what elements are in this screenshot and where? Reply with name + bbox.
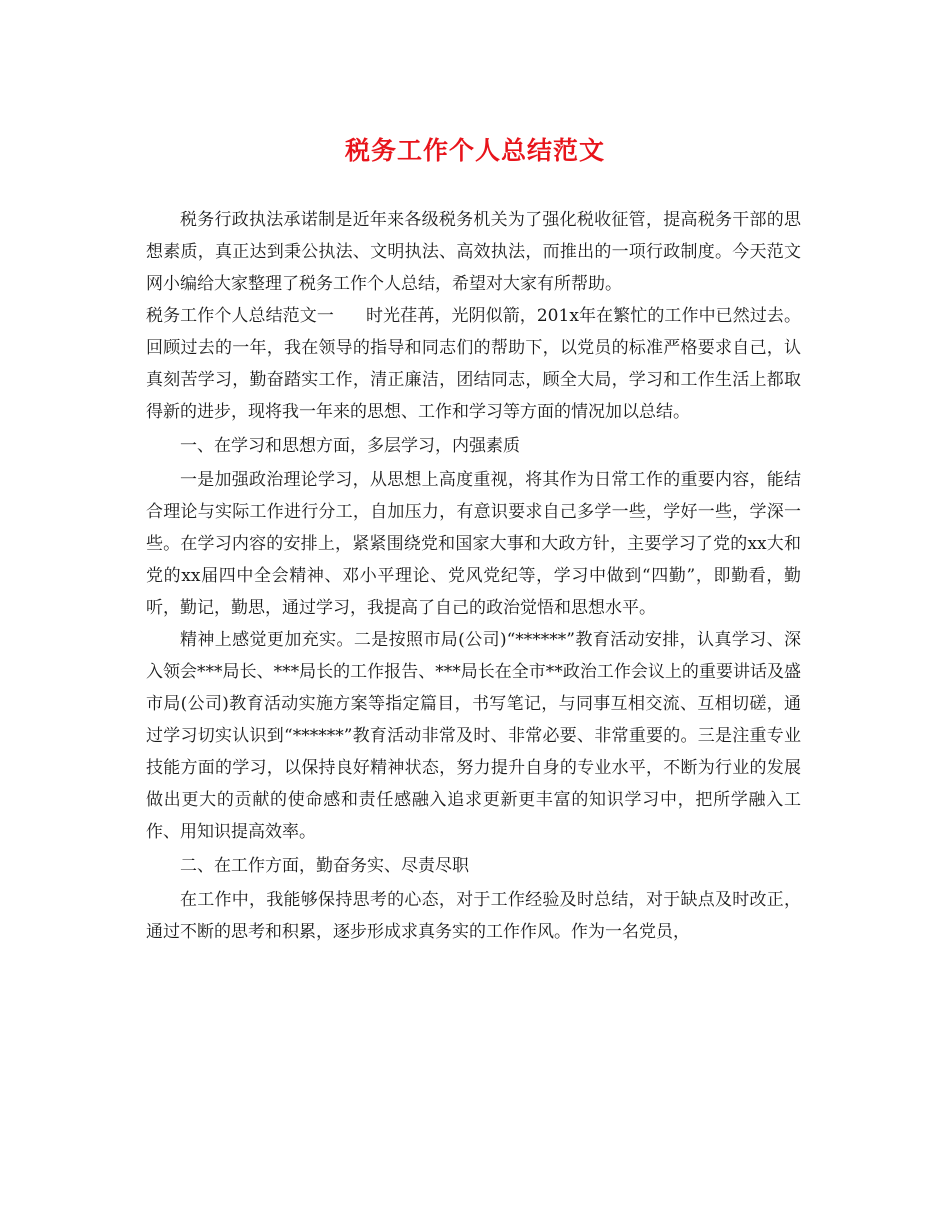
example-paragraph — [146, 300, 801, 428]
document-title: 税务工作个人总结范文 — [344, 136, 605, 165]
intro-paragraph: 税务行政执法承诺制是近年来各级税务机关为了强化税收征管，提高税务干部的思想素质，真正达到秉公执法、文明执法、高效执法，而推出的一项行政制度。今天范文网小编给大家整理了税务工作个人总结，希望对大家有所帮助。 — [146, 210, 801, 294]
section-1-heading: 一、在学习和思想方面，多层学习，内强素质 — [180, 436, 520, 456]
section-2-heading: 二、在工作方面，勤奋务实、尽责尽职 — [180, 856, 469, 876]
document-body — [146, 204, 801, 948]
section-1-paragraph-1: 一是加强政治理论学习，从思想上高度重视，将其作为日常工作的重要内容，能结合理论与实际工作进行分工，自加压力，有意识要求自己多学一些，学好一些，学深一些。在学习内容的安排上，紧紧围绕党和国家大事和大政方针，主要学习了党的xx大和党的xx届四中全会精神、邓小平理论、党风党纪等，学习中做到“四勤”，即勤看，勤听，勤记，勤思，通过学习，我提高了自己的政治觉悟和思想水平。 — [146, 470, 801, 618]
section-1-paragraph-2: 精神上感觉更加充实。二是按照市局(公司)“******”教育活动安排，认真学习、深入领会***局长、***局长的工作报告、***局长在全市**政治工作会议上的重要讲话及盛市局(公司)教育活动实施方案等指定篇目，书写笔记，与同事互相交流、互相切磋，通过学习切实认识到“******”教育活动非常及时、非常必要、非常重要的。三是注重专业技能方面的学习，以保持良好精神状态，努力提升自身的专业水平，不断为行业的发展做出更大的贡献的使命感和责任感融入追求更新更丰富的知识学习中，把所学融入工作、用知识提高效率。 — [146, 630, 801, 842]
example-text: 时光荏苒，光阴似箭，201x年在繁忙的工作中已然过去。回顾过去的一年，我在领导的指导和同志们的帮助下，以党员的标准严格要求自己，认真刻苦学习，勤奋踏实工作，清正廉洁，团结同志，顾全大局，学习和工作生活上都取得新的进步，现将我一年来的思想、工作和学习等方面的情况加以总结。 — [146, 306, 801, 422]
example-label: 税务工作个人总结范文一 — [146, 306, 334, 326]
section-2-paragraph-1: 在工作中，我能够保持思考的心态，对于工作经验及时总结，对于缺点及时改正，通过不断的思考和积累，逐步形成求真务实的工作作风。作为一名党员， — [146, 890, 801, 942]
